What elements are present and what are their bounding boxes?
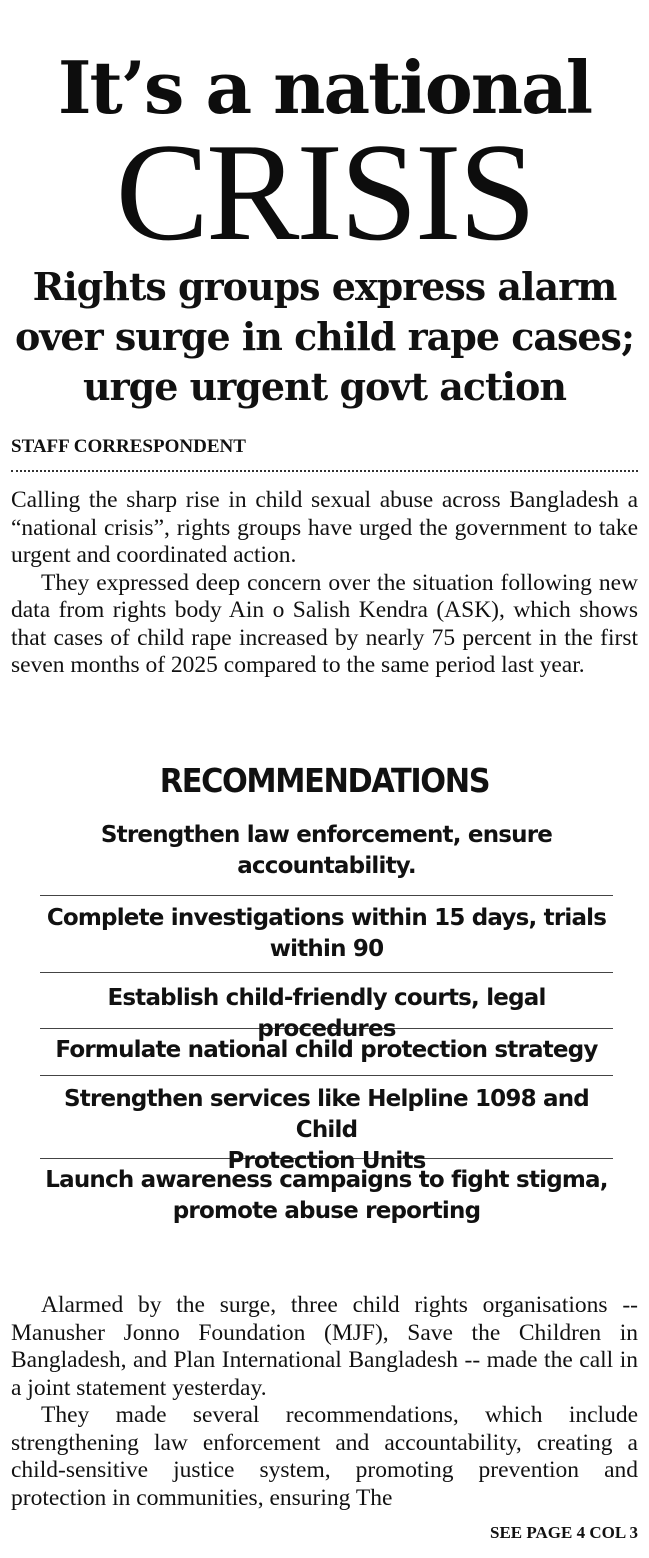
recommendation-line: within 90 bbox=[269, 936, 384, 962]
recommendation-line: Complete investigations within 15 days, trials bbox=[46, 905, 607, 931]
recommendation-line: Formulate national child protection strategy bbox=[55, 1037, 598, 1063]
recommendation-item bbox=[40, 1075, 613, 1174]
recommendation-line: Strengthen services like Helpline 1098 and Child bbox=[64, 1086, 589, 1143]
byline: STAFF CORRESPONDENT bbox=[11, 436, 246, 457]
recommendation-line: promote abuse reporting bbox=[172, 1198, 481, 1224]
subheadline-line: urge urgent govt action bbox=[83, 364, 566, 409]
recommendation-line: Establish child-friendly courts, legal procedures bbox=[107, 985, 546, 1042]
recommendation-item bbox=[40, 818, 613, 895]
subheadline-line: over surge in child rape cases; bbox=[15, 314, 634, 359]
recommendation-line: Protection Units bbox=[227, 1148, 426, 1174]
recommendation-line: Launch awareness campaigns to fight stigma, bbox=[45, 1167, 608, 1193]
recommendation-line: accountability. bbox=[237, 853, 416, 879]
recommendations-title: RECOMMENDATIONS bbox=[159, 761, 490, 800]
continued-body bbox=[11, 1292, 638, 1512]
paragraph: They expressed deep concern over the situation following new data from rights body Ain o Salish Kendra (ASK), which shows that cases of child rape increased by nearly 75 percent in the first seven months of 2025 compared to the same period last year. bbox=[11, 569, 638, 678]
recommendation-item bbox=[40, 972, 613, 1042]
jump-line: SEE PAGE 4 COL 3 bbox=[490, 1523, 638, 1542]
headline-line-1: It’s a national bbox=[57, 45, 592, 130]
subheadline bbox=[0, 262, 649, 412]
subheadline-line: Rights groups express alarm bbox=[32, 264, 617, 309]
dotted-divider bbox=[11, 470, 638, 472]
paragraph: Calling the sharp rise in child sexual abuse across Bangladesh a “national crisis”, rights groups have urged the government to take urgent and coordinated action. bbox=[11, 487, 638, 568]
intro-body bbox=[11, 487, 638, 680]
recommendation-item bbox=[40, 895, 613, 972]
paragraph: They made several recommendations, which include strengthening law enforcement and accountability, creating a child-sensitive justice system, promoting prevention and protection in communities, ensuring The bbox=[11, 1402, 638, 1511]
paragraph: Alarmed by the surge, three child rights organisations -- Manusher Jonno Foundation (MJF), Save the Children in Bangladesh, and Plan International Bangladesh -- made the call in a joint statement yesterday. bbox=[11, 1292, 638, 1401]
recommendations-list bbox=[40, 818, 613, 1235]
recommendation-line: Strengthen law enforcement, ensure bbox=[100, 822, 553, 848]
recommendation-item bbox=[40, 1028, 613, 1075]
headline-line-2: CRISIS bbox=[115, 115, 534, 270]
recommendation-item bbox=[40, 1158, 613, 1235]
